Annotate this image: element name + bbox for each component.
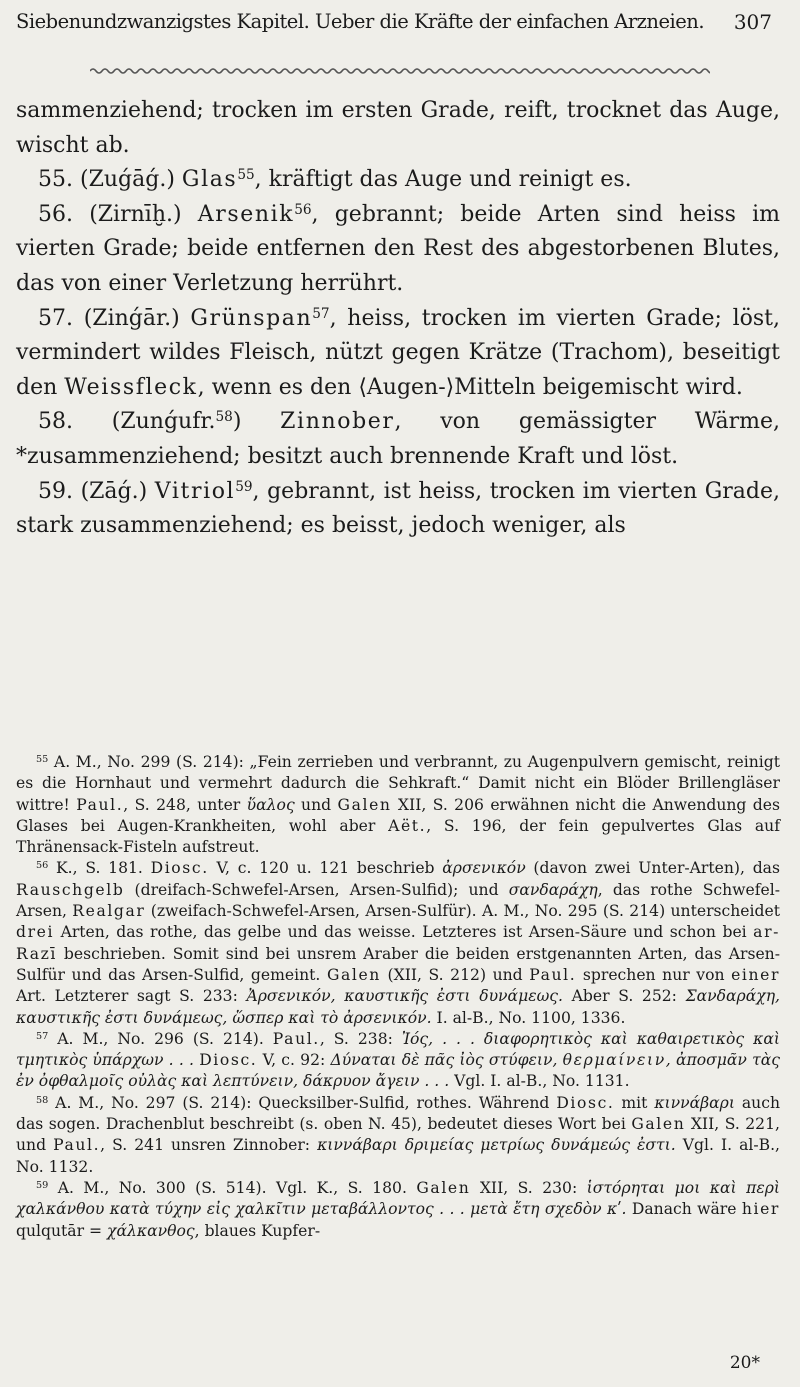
footnote-ref: 59 [235, 478, 253, 495]
entry-56: 56. (Zirnīḫ.) Arsenik$^{56}$, gebrannt; beide Arten sind heiss im vierten Grade; beide entfernen den Rest des abgestorbenen Blutes, das von einer Verletzung herrührt. [16, 201, 780, 296]
main-text [16, 94, 780, 544]
entry-term: Arsenik [197, 201, 295, 227]
continuation-line: sammenziehend; trocken im ersten Grade, reift, trocknet das Auge, wischt ab. [16, 98, 780, 158]
footnote-ref: 58 [215, 409, 233, 426]
entry-term: Zinnober [280, 409, 395, 435]
page-number: 307 [733, 10, 772, 34]
footnote-58: $^{58}$ A. M., No. 297 (S. 214): Quecksilber-Sulfid, rothes. Während Diosc. mit κιννάβαρι auch das sogen. Drachenblut beschreibt (s. oben N. 45), bedeutet dieses Wort bei Galen XII, S. 221, und Paul., S. 241 unsren Zinnober: κιννάβαρι δριμείας μετρίως δυνάμεώς ἐστι. Vgl. I. al-B., No. 1132. [16, 1093, 781, 1176]
footnote-ref: 55 [237, 167, 255, 184]
entry-term: Vitriol [154, 478, 236, 504]
footnotes [16, 752, 780, 1242]
entry-59: 59. (Zāǵ.) Vitriol$^{59}$, gebrannt, ist heiss, trocken im vierten Grade, stark zusammenziehend; es beisst, jedoch weniger, als [16, 478, 781, 539]
entry-58: 58. (Zunǵufr.$^{58}$) Zinnober, von gemässigter Wärme, *zusammenziehend; besitzt auch brennende Kraft und löst. [16, 409, 780, 469]
entry-57: 57. (Zinǵār.) Grünspan$^{57}$, heiss, trocken im vierten Grade; löst, vermindert wildes Fleisch, nützt gegen Krätze (Trachom), beseitigt den Weissfleck, wenn es den ⟨Augen-⟩Mitteln beigemischt wird. [16, 305, 781, 400]
running-header [16, 2, 772, 42]
footnote-56: $^{56}$ K., S. 181. Diosc. V, c. 120 u. 121 beschrieb ἀρσενικόν (davon zwei Unter-Arten), das Rauschgelb (dreifach-Schwefel-Arsen, Arsen-Sulfid); und σανδαράχη, das rothe Schwefel-Arsen, Realgar (zweifach-Schwefel-Arsen, Arsen-Sulfür). A. M., No. 295 (S. 214) unterscheidet drei Arten, das rothe, das gelbe und das weisse. Letzteres ist Arsen-Säure und schon bei ar-Razī beschrieben. Somit sind bei unsrem Araber die beiden erstgenannten Arten, das Arsen-Sulfür und das Arsen-Sulfid, gemeint. Galen (XII, S. 212) und Paul. sprechen nur von einer Art. Letzterer sagt S. 233: Ἀρσενικόν, καυστικῆς ἐστι δυνάμεως. Aber S. 252: Σανδαράχη, καυστικῆς ἐστι δυνάμεως, ὥσπερ καὶ τὸ ἀρσενικόν. I. al-B., No. 1100, 1336. [16, 859, 781, 1027]
entry-term: Grünspan [190, 305, 313, 331]
entry-55: 55. (Zuǵāǵ.) Glas$^{55}$, kräftigt das Auge und reinigt es. [38, 167, 632, 193]
running-title: Siebenundzwanzigstes Kapitel. Ueber die Kräfte der einfachen Arzneien. [16, 10, 705, 33]
footnote-ref: 56 [294, 201, 312, 218]
footnote-55: $^{55}$ A. M., No. 299 (S. 214): „Fein zerrieben und verbrannt, zu Augenpulvern gemischt, reinigt es die Hornhaut und vermehrt dadurch die Sehkraft.“ Damit nicht ein Blöder Brillengläser wittre! Paul., S. 248, unter ὕαλος und Galen XII, S. 206 erwähnen nicht die Anwendung des Glases bei Augen-Krankheiten, wohl aber Aët., S. 196, der fein gepulvertes Glas auf Thränensack-Fisteln aufstreut. [16, 753, 781, 857]
entry-term: Glas [181, 167, 238, 193]
footnote-59: $^{59}$ A. M., No. 300 (S. 514). Vgl. K., S. 180. Galen XII, S. 230: ἱστόρηται μοι καὶ περὶ χαλκάνθου κατὰ τύχην εἰς χαλκῖτιν μεταβάλλοντος . . . μετὰ ἔτη σχεδὸν κʹ. Danach wäre hier qulqutār = χάλκανθος, blaues Kupfer- [16, 1178, 780, 1240]
signature-mark: 20* [729, 1353, 760, 1373]
footnote-57: $^{57}$ A. M., No. 296 (S. 214). Paul., S. 238: Ἰός, . . . διαφορητικὸς καὶ καθαιρετικὸς καὶ τμητικὸς ὑπάρχων . . . Diosc. V, c. 92: Δύναται δὲ πᾶς ἰὸς στύφειν, θερμαίνειν, ἀποσμᾶν τὰς ἐν ὀφθαλμοῖς οὐλὰς καὶ λεπτύνειν, δάκρυον ἄγειν . . . Vgl. I. al-B., No. 1131. [16, 1029, 780, 1091]
entry-term-secondary: Weissfleck [64, 374, 198, 400]
wavy-rule-ornament [90, 66, 710, 76]
footnote-ref: 57 [312, 305, 330, 322]
